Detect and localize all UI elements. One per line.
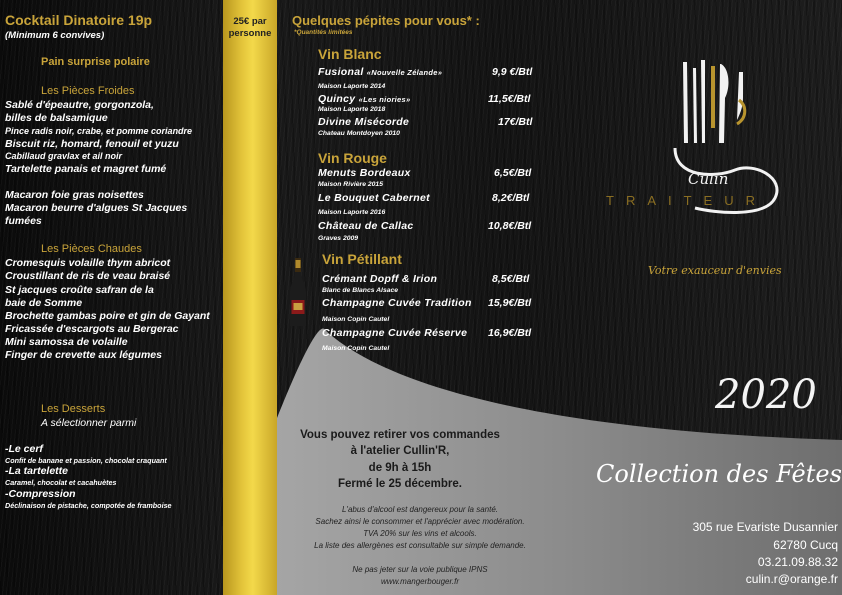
- legal-line: TVA 20% sur les vins et alcools.: [363, 529, 477, 538]
- wine-name: Champagne Cuvée Tradition: [322, 297, 472, 309]
- list-item: Croustillant de ris de veau braisé: [5, 270, 171, 282]
- wine-name: Quincy «Les niories»: [318, 93, 411, 105]
- vin-rouge-title: Vin Rouge: [318, 150, 387, 166]
- wine-name: Divine Misécorde: [318, 116, 410, 128]
- vin-petillant-title: Vin Pétillant: [322, 251, 402, 267]
- dessert-name: -Compression: [5, 488, 76, 500]
- list-item: Cromesquis volaille thym abricot: [5, 257, 171, 269]
- list-item: Finger de crevette aux légumes: [5, 349, 162, 361]
- dessert-description: Caramel, chocolat et cacahuètes: [5, 478, 117, 487]
- wine-price: 17€/Btl: [498, 116, 533, 128]
- list-item: Cabillaud gravlax et ail noir: [5, 151, 123, 161]
- legal-line: www.mangerbouger.fr: [381, 577, 459, 586]
- list-item: fumées: [5, 215, 42, 227]
- dessert-name: -La tartelette: [5, 465, 69, 477]
- legal-line: La liste des allergènes est consultable sur simple demande.: [314, 541, 526, 550]
- list-item: St jacques croûte safran de la: [5, 284, 154, 296]
- menu-title: Cocktail Dinatoire 19p: [5, 12, 153, 28]
- list-item: Mini samossa de volaille: [5, 336, 128, 348]
- wine-producer: Graves 2009: [318, 235, 359, 242]
- pickup-notice-line: à l'atelier Cullin'R,: [350, 445, 450, 457]
- wine-price: 16,9€/Btl: [488, 327, 532, 339]
- wine-price: 10,8€/Btl: [488, 220, 532, 232]
- legal-line: Ne pas jeter sur la voie publique IPNS: [352, 565, 488, 574]
- wine-producer: Chateau Montdoyen 2010: [318, 130, 400, 137]
- list-item: Biscuit riz, homard, fenouil et yuzu: [5, 138, 179, 150]
- brand-slogan: Votre exauceur d'envies: [648, 264, 782, 277]
- wine-name: Le Bouquet Cabernet: [318, 192, 430, 204]
- collection-title: Collection des Fêtes: [596, 460, 842, 488]
- desserts-title: Les Desserts: [41, 403, 106, 415]
- list-item: Tartelette panais et magret fumé: [5, 163, 167, 175]
- wine-producer: Blanc de Blancs Alsace: [322, 287, 399, 294]
- pieces-chaudes-title: Les Pièces Chaudes: [41, 243, 142, 255]
- dessert-name: -Le cerf: [5, 443, 43, 455]
- dessert-description: Confit de banane et passion, chocolat craquant: [5, 456, 167, 465]
- legal-line: L'abus d'alcool est dangereux pour la santé.: [341, 505, 499, 514]
- vin-blanc-title: Vin Blanc: [318, 46, 382, 62]
- list-item: Brochette gambas poire et gin de Gayant: [5, 310, 210, 322]
- wine-price: 9,9 €/Btl: [492, 66, 533, 78]
- wine-price: 15,9€/Btl: [488, 297, 532, 309]
- desserts-subtitle: A sélectionner parmi: [41, 417, 137, 429]
- wine-name: Château de Callac: [318, 220, 414, 232]
- wine-producer: Maison Laporte 2014: [318, 83, 386, 90]
- wine-price: 11,5€/Btl: [488, 93, 531, 105]
- list-item: billes de balsamique: [5, 112, 108, 124]
- wine-producer: Maison Copin Cautel: [322, 316, 390, 323]
- price-line-1: 25€ par: [233, 16, 267, 27]
- list-item: Fricassée d'escargots au Bergerac: [5, 323, 179, 335]
- list-item: Pince radis noir, crabe, et pomme coriandre: [5, 126, 193, 136]
- phone-number: 03.21.09.88.32: [757, 555, 838, 569]
- wine-price: 8,5€/Btl: [492, 273, 530, 285]
- pickup-notice-line: Vous pouvez retirer vos commandes: [300, 429, 500, 441]
- legal-line: Sachez ainsi le consommer et l'apprécier avec modération.: [315, 517, 525, 526]
- wine-name: Champagne Cuvée Réserve: [322, 327, 468, 339]
- gold-price-strip: [223, 0, 277, 595]
- price-per-person: [223, 16, 277, 40]
- wine-price: 8,2€/Btl: [492, 192, 530, 204]
- pickup-notice-line: de 9h à 15h: [368, 462, 432, 474]
- list-item: baie de Somme: [5, 297, 83, 309]
- address-street: 305 rue Evariste Dusannier: [692, 520, 838, 534]
- email-address: culin.r@orange.fr: [745, 572, 838, 586]
- champagne-bottle-icon: [289, 258, 307, 328]
- wines-title: Quelques pépites pour vous* :: [292, 13, 480, 28]
- address-city: 62780 Cucq: [773, 538, 838, 552]
- list-item: Sablé d'épeautre, gorgonzola,: [5, 99, 154, 111]
- year-label: 2020: [715, 372, 817, 418]
- dessert-description: Déclinaison de pistache, compotée de framboise: [5, 501, 172, 510]
- wine-producer: Maison Laporte 2018: [318, 106, 386, 113]
- wine-price: 6,5€/Btl: [494, 167, 532, 179]
- wine-producer: Maison Rivière 2015: [318, 181, 383, 188]
- brand-traiteur: TRAITEUR: [606, 193, 767, 208]
- wine-name: Menuts Bordeaux: [318, 167, 411, 179]
- menu-subtitle: (Minimum 6 convives): [5, 30, 105, 41]
- wines-note: *Quantités limitées: [294, 29, 353, 36]
- wine-producer: Maison Laporte 2016: [318, 209, 386, 216]
- pickup-notice-line: Fermé le 25 décembre.: [337, 478, 462, 490]
- price-line-2: personne: [228, 28, 272, 39]
- wine-name: Fusional «Nouvelle Zélande»: [318, 66, 443, 78]
- wine-name: Crémant Dopff & Irion: [322, 273, 438, 285]
- pain-surprise: Pain surprise polaire: [41, 56, 150, 68]
- list-item: Macaron foie gras noisettes: [5, 189, 144, 201]
- brand-culin: Culin: [688, 170, 729, 188]
- list-item: Macaron beurre d'algues St Jacques: [5, 202, 188, 214]
- wine-producer: Maison Copin Cautel: [322, 345, 390, 352]
- pieces-froides-title: Les Pièces Froides: [41, 85, 135, 97]
